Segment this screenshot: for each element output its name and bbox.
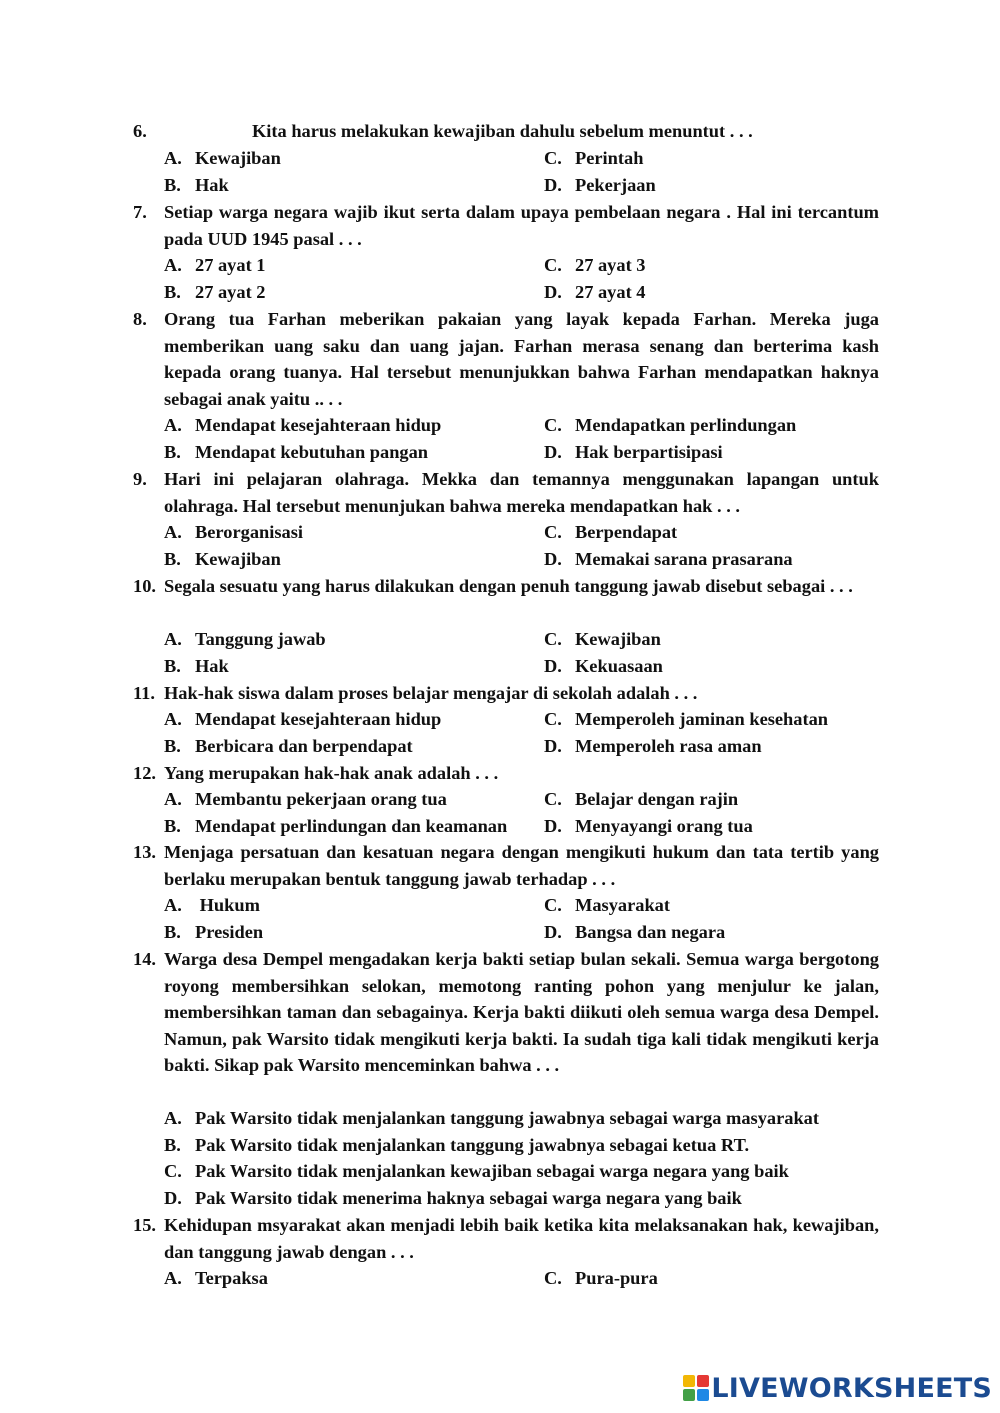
option-a[interactable]: A. Mendapat kesejahteraan hidup <box>164 415 442 435</box>
question-7 <box>133 199 879 252</box>
option-d[interactable]: D. Bangsa dan negara <box>544 922 726 942</box>
option-c[interactable]: C. Mendapatkan perlindungan <box>544 415 797 435</box>
question-number: 11. <box>133 683 155 703</box>
question-14 <box>133 946 879 1079</box>
question-8 <box>133 306 879 412</box>
option-c[interactable]: C. Berpendapat <box>544 522 678 542</box>
question-12 <box>133 760 879 787</box>
option-b[interactable]: B. Presiden <box>164 922 264 942</box>
option-d[interactable]: D. Memperoleh rasa aman <box>544 736 762 756</box>
option-a[interactable]: A. Tanggung jawab <box>164 629 326 649</box>
question-6 <box>133 118 879 145</box>
option-a[interactable]: A. Hukum <box>164 895 260 915</box>
option-d[interactable]: D. Pak Warsito tidak menerima haknya sebagai warga negara yang baik <box>164 1188 742 1208</box>
question-number: 8. <box>133 309 147 329</box>
option-c[interactable]: C. Pura-pura <box>544 1268 658 1288</box>
option-d[interactable]: D. 27 ayat 4 <box>544 282 646 302</box>
question-text: Yang merupakan hak-hak anak adalah . . . <box>164 763 499 783</box>
question-number: 15. <box>133 1215 156 1235</box>
question-text: Menjaga persatuan dan kesatuan negara dengan mengikuti hukum dan tata tertib yang berlaku merupakan bentuk tanggung jawab terhadap . . . <box>164 842 879 889</box>
question-number: 14. <box>133 949 156 969</box>
question-text: Kita harus melakukan kewajiban dahulu sebelum menuntut . . . <box>252 121 753 141</box>
question-text: Setiap warga negara wajib ikut serta dalam upaya pembelaan negara . Hal ini tercantum pada UUD 1945 pasal . . . <box>164 202 879 249</box>
option-d[interactable]: D. Memakai sarana prasarana <box>544 549 793 569</box>
option-d[interactable]: D. Hak berpartisipasi <box>544 442 723 462</box>
option-c[interactable]: C. Belajar dengan rajin <box>544 789 739 809</box>
option-b[interactable]: B. Hak <box>164 656 229 676</box>
question-text: Segala sesuatu yang harus dilakukan dengan penuh tanggung jawab disebut sebagai . . . <box>164 576 853 596</box>
question-10 <box>133 573 879 600</box>
question-11 <box>133 680 879 707</box>
option-b[interactable]: B. 27 ayat 2 <box>164 282 266 302</box>
option-d[interactable]: D. Kekuasaan <box>544 656 663 676</box>
option-b[interactable]: B. Hak <box>164 175 229 195</box>
option-c[interactable]: C. Perintah <box>544 148 644 168</box>
option-a[interactable]: A. Pak Warsito tidak menjalankan tanggung jawabnya sebagai warga masyarakat <box>164 1108 819 1128</box>
option-b[interactable]: B. Mendapat perlindungan dan keamanan <box>164 816 508 836</box>
question-number: 9. <box>133 469 147 489</box>
option-b[interactable]: B. Pak Warsito tidak menjalankan tanggung jawabnya sebagai ketua RT. <box>164 1135 750 1155</box>
option-a[interactable]: A. Mendapat kesejahteraan hidup <box>164 709 442 729</box>
option-a[interactable]: A. Terpaksa <box>164 1268 268 1288</box>
question-text: Hari ini pelajaran olahraga. Mekka dan temannya menggunakan lapangan untuk olahraga. Hal tersebut menunjukan bahwa mereka mendapatkan hak . . . <box>164 469 879 516</box>
option-c[interactable]: C. Memperoleh jaminan kesehatan <box>544 709 829 729</box>
option-c[interactable]: C. 27 ayat 3 <box>544 255 646 275</box>
question-number: 12. <box>133 763 156 783</box>
logo-text: LIVEWORKSHEETS <box>711 1372 992 1404</box>
option-c[interactable]: C. Pak Warsito tidak menjalankan kewajiban sebagai warga negara yang baik <box>164 1161 789 1181</box>
question-number: 13. <box>133 842 156 862</box>
option-c[interactable]: C. Masyarakat <box>544 895 671 915</box>
option-a[interactable]: A. 27 ayat 1 <box>164 255 266 275</box>
question-text: Orang tua Farhan meberikan pakaian yang layak kepada Farhan. Mereka juga memberikan uang saku dan uang jajan. Farhan merasa senang dan berterima kash kepada orang tuanya. Hal tersebut menunjukkan bahwa Farhan mendapatkan haknya sebagai anak yaitu .. . . <box>164 309 879 409</box>
liveworksheets-logo <box>683 1373 992 1403</box>
liveworksheets-logo-icon <box>683 1375 709 1401</box>
question-text: Kehidupan msyarakat akan menjadi lebih baik ketika kita melaksanakan hak, kewajiban, dan tanggung jawab dengan . . . <box>164 1215 879 1262</box>
option-d[interactable]: D. Pekerjaan <box>544 175 656 195</box>
option-a[interactable]: A. Membantu pekerjaan orang tua <box>164 789 447 809</box>
option-b[interactable]: B. Mendapat kebutuhan pangan <box>164 442 429 462</box>
option-c[interactable]: C. Kewajiban <box>544 629 661 649</box>
option-b[interactable]: B. Berbicara dan berpendapat <box>164 736 413 756</box>
question-15 <box>133 1212 879 1265</box>
question-number: 10. <box>133 576 156 596</box>
option-a[interactable]: A. Berorganisasi <box>164 522 303 542</box>
question-9 <box>133 466 879 519</box>
question-number: 7. <box>133 202 147 222</box>
option-b[interactable]: B. Kewajiban <box>164 549 281 569</box>
question-text: Warga desa Dempel mengadakan kerja bakti setiap bulan sekali. Semua warga bergotong royong membersihkan selokan, memotong ranting pohon yang menjulur ke jalan, membersihkan taman dan sebagainya. Kerja bakti diikuti oleh semua warga desa Dempel. Namun, pak Warsito tidak mengikuti kerja bakti. Ia sudah tiga kali tidak mengikuti kerja bakti. Sikap pak Warsito menceminkan bahwa . . . <box>164 949 879 1076</box>
question-number: 6. <box>133 121 147 141</box>
option-d[interactable]: D. Menyayangi orang tua <box>544 816 753 836</box>
question-text: Hak-hak siswa dalam proses belajar mengajar di sekolah adalah . . . <box>164 683 698 703</box>
option-a[interactable]: A. Kewajiban <box>164 148 281 168</box>
question-13 <box>133 839 879 892</box>
